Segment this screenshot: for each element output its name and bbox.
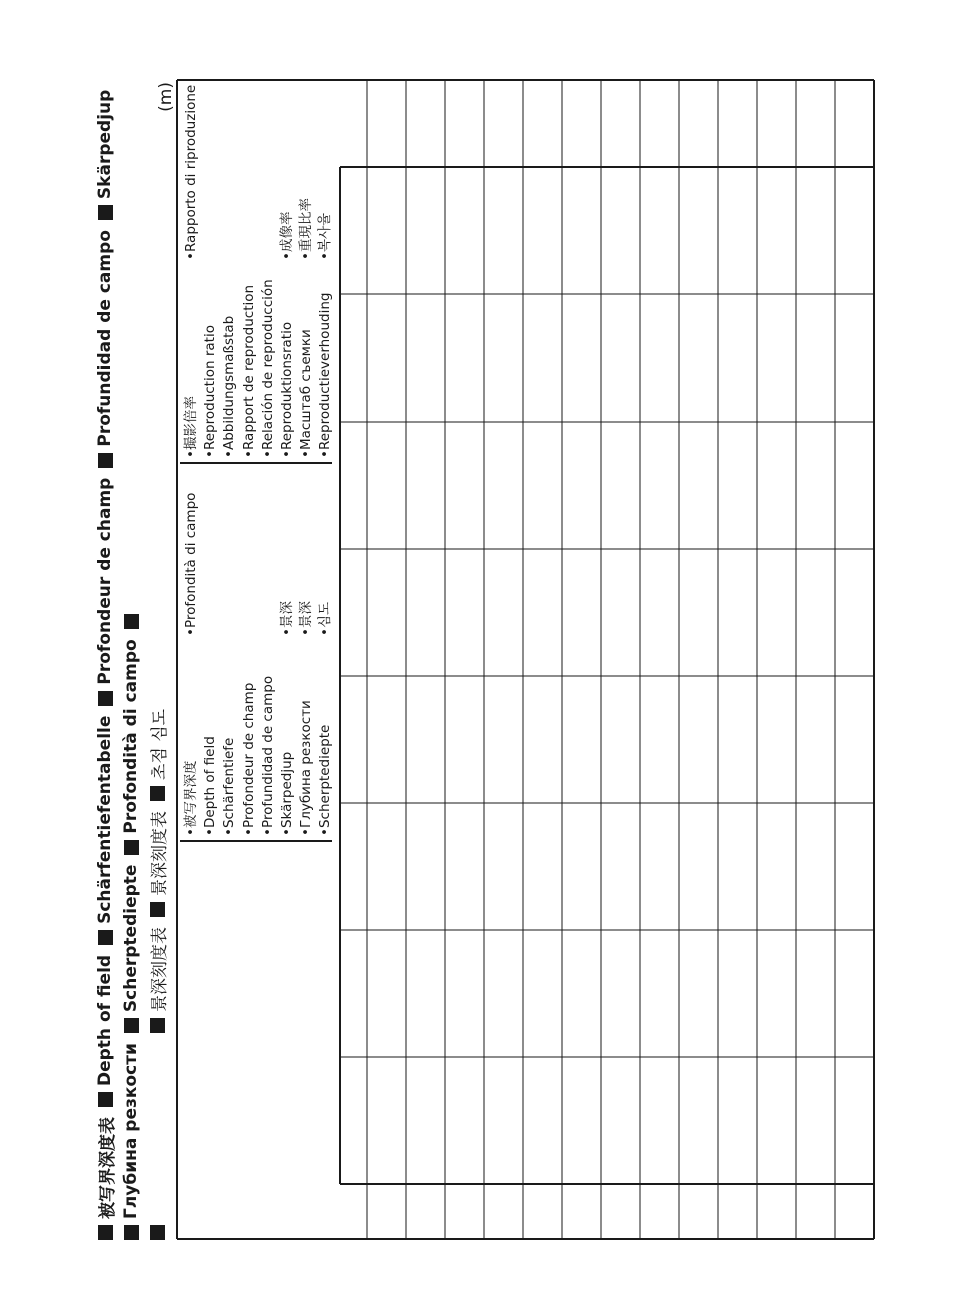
- heading-text: Глубина резкости: [121, 1043, 141, 1219]
- reproduction-label: •Reproductieverhouding: [317, 292, 334, 458]
- reproduction-label: [240, 85, 259, 260]
- reproduction-label: •Rapporto di riproduzione: [183, 84, 199, 260]
- reproduction-label: [201, 85, 220, 260]
- reproduction-label: •成像率: [279, 211, 296, 260]
- reproduction-label: [259, 85, 278, 260]
- reproduction-label: •복사율: [317, 212, 334, 260]
- unit-label: (m): [156, 82, 176, 112]
- depth-label: •Profondità di campo: [183, 492, 199, 636]
- depth-label: •景深: [279, 601, 296, 636]
- depth-label: [259, 493, 278, 636]
- reproduction-label: •撮影倍率: [183, 396, 199, 458]
- reproduction-label: •Reproduction ratio: [202, 325, 219, 458]
- depth-label: [201, 493, 220, 636]
- depth-label: •Profondeur de champ: [240, 682, 257, 836]
- heading-text: 景深刻度表: [149, 927, 170, 1012]
- depth-label: •Profundidad de campo: [259, 675, 276, 836]
- depth-labels-col1: [182, 676, 336, 836]
- depth-label: •Skärpedjup: [279, 751, 296, 836]
- heading-text: Profundidad de campo: [95, 230, 115, 447]
- reproduction-label-divider: [180, 462, 332, 464]
- reproduction-label: •Reproduktionsratio: [279, 321, 296, 458]
- heading-text: Profondità di campo: [121, 639, 141, 834]
- depth-label-divider: [180, 840, 332, 842]
- reproduction-labels-col1: [182, 279, 336, 458]
- heading-text: Skärpedjup: [95, 89, 115, 200]
- depth-labels-col2: [182, 493, 336, 636]
- reproduction-label: •Abbildungsmaßstab: [221, 315, 238, 458]
- depth-label: •Depth of field: [202, 736, 219, 836]
- heading-text: Depth of field: [95, 954, 115, 1086]
- heading-text: 被写界深度表: [97, 1117, 118, 1219]
- heading-text: Scherptediepte: [121, 864, 141, 1013]
- depth-label: •Schärfentiefe: [221, 737, 238, 836]
- heading-text: 초점 심도: [149, 708, 170, 780]
- reproduction-label: •Масштаб съемки: [298, 329, 315, 458]
- heading-text: 景深刻度表: [149, 811, 170, 896]
- reproduction-label: •Relación de reproducción: [259, 279, 276, 458]
- reproduction-labels-col2: [182, 85, 336, 260]
- reproduction-label: •重現比率: [298, 198, 315, 260]
- depth-label: •Глубина резкости: [298, 700, 315, 836]
- heading-text: Profondeur de champ: [95, 477, 115, 685]
- depth-label: •심도: [317, 601, 334, 636]
- reproduction-label: [220, 85, 239, 260]
- depth-label: •景深: [298, 601, 315, 636]
- heading-text: Schärfentiefentabelle: [95, 715, 115, 924]
- depth-label: •被写界深度: [183, 760, 199, 836]
- reproduction-label: •Rapport de reproduction: [240, 284, 257, 458]
- depth-label: •Scherptediepte: [317, 724, 334, 836]
- depth-label: [240, 493, 259, 636]
- depth-label: [220, 493, 239, 636]
